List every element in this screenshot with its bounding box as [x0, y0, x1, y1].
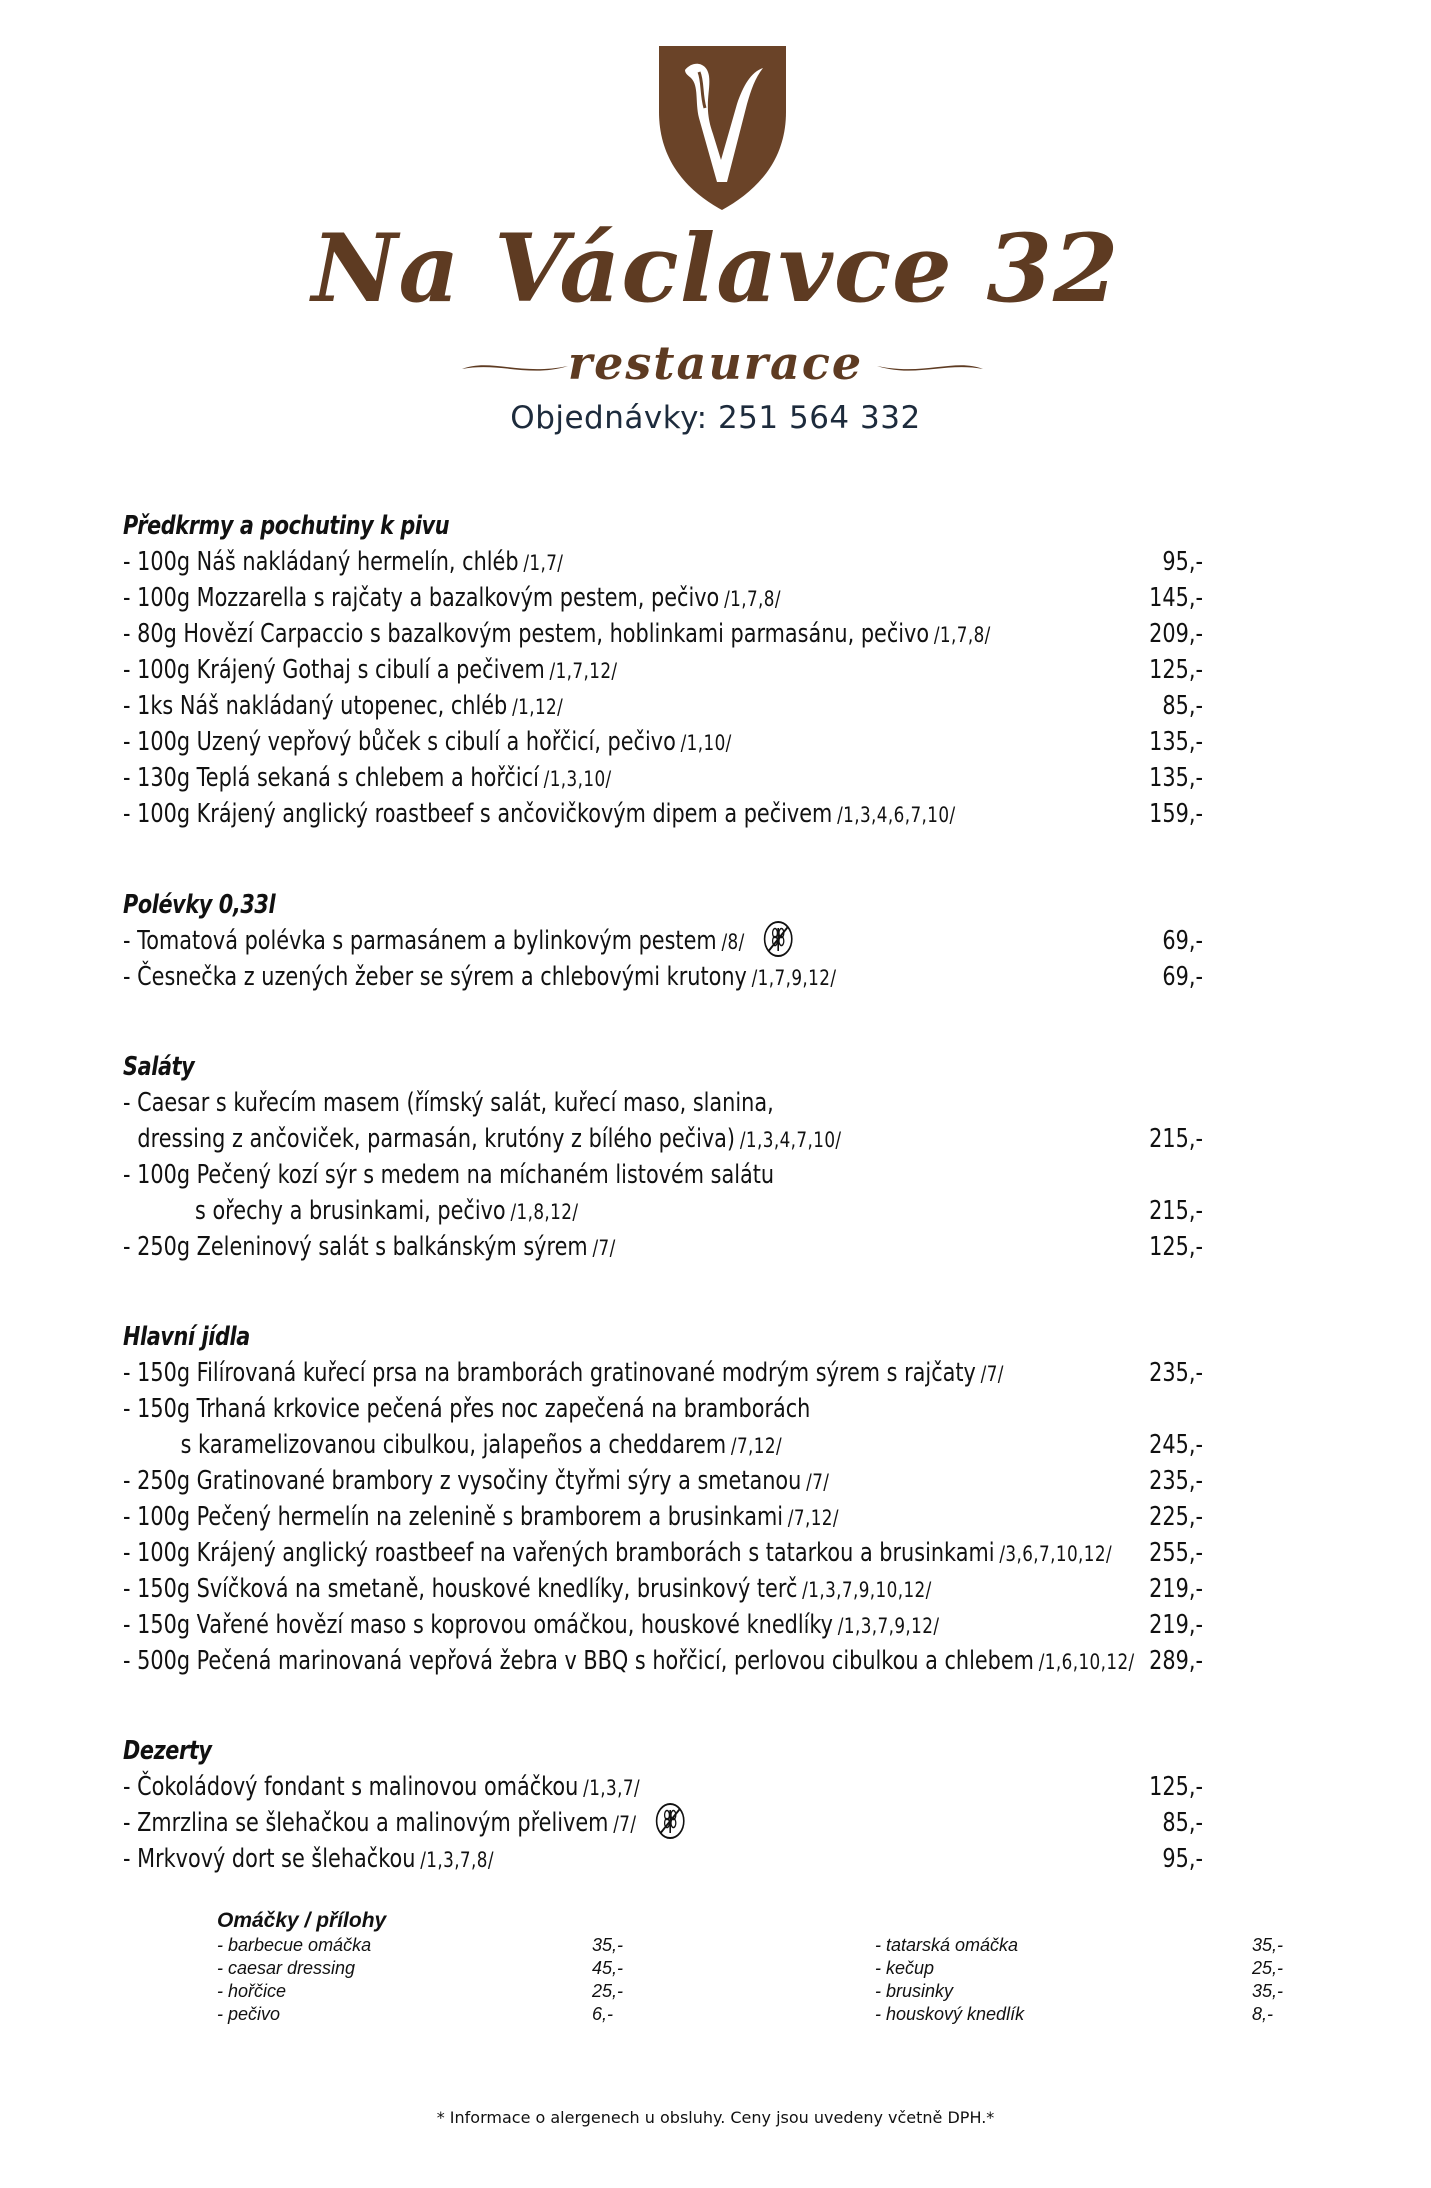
- menu-item: [123, 1085, 1203, 1121]
- menu-item: [123, 652, 1203, 688]
- item-name: - Tomatová polévka s parmasánem a bylinkovým pestem: [123, 926, 717, 956]
- item-price: 125,-: [1149, 1232, 1203, 1262]
- allergen-note: * Informace o alergenech u obsluhy. Ceny jsou uvedeny včetně DPH.*: [436, 2108, 995, 2127]
- item-name: - 100g Uzený vepřový bůček s cibulí a hořčicí, pečivo: [123, 727, 676, 757]
- item-price: 215,-: [1149, 1196, 1203, 1226]
- item-name: - Mrkvový dort se šlehačkou: [123, 1844, 416, 1874]
- item-price: 85,-: [1162, 691, 1203, 721]
- item-allergens: /7,12/: [787, 1506, 839, 1530]
- sauce-price: 35,-: [1252, 1935, 1284, 1955]
- item-name: - 130g Teplá sekaná s chlebem a hořčicí: [123, 763, 539, 793]
- item-allergens: /1,6,10,12/: [1038, 1650, 1135, 1674]
- item-name: - 100g Krájený anglický roastbeef na vařených bramborách s tatarkou a brusinkami: [123, 1538, 995, 1568]
- item-price: 95,-: [1162, 1844, 1203, 1874]
- item-price: 69,-: [1162, 926, 1203, 956]
- section-title: Saláty: [123, 1052, 195, 1082]
- item-allergens: /1,3,7,8/: [420, 1848, 494, 1872]
- gluten-free-icon: [654, 1801, 686, 1841]
- section-title: Hlavní jídla: [123, 1322, 250, 1352]
- item-price: 135,-: [1149, 727, 1203, 757]
- menu-item: [123, 1229, 1203, 1265]
- item-allergens: /1,7,8/: [724, 587, 781, 611]
- sauce-name: - barbecue omáčka: [217, 1935, 372, 1955]
- menu-item: [123, 1193, 1203, 1229]
- item-price: 245,-: [1149, 1430, 1203, 1460]
- menu-section: [123, 887, 1203, 995]
- sauces-sides: [217, 1908, 1317, 2026]
- item-name: - 80g Hovězí Carpaccio s bazalkovým pestem, hoblinkami parmasánu, pečivo: [123, 619, 930, 649]
- sauce-name: - brusinky: [875, 1981, 954, 2001]
- item-name: - 100g Náš nakládaný hermelín, chléb: [123, 547, 519, 577]
- menu-item: [123, 1157, 1203, 1193]
- item-price: 219,-: [1149, 1574, 1203, 1604]
- item-allergens: /1,3,7,9,10,12/: [802, 1578, 932, 1602]
- sauce-name: - hořčice: [217, 1981, 287, 2001]
- sauce-price: 8,-: [1252, 2004, 1274, 2024]
- menu-item: [123, 923, 1203, 959]
- orders-phone: Objednávky: 251 564 332: [510, 400, 921, 436]
- sauces-title: Omáčky / přílohy: [217, 1909, 387, 1932]
- sauce-name: - caesar dressing: [217, 1958, 356, 1978]
- item-price: 209,-: [1149, 619, 1203, 649]
- item-price: 255,-: [1149, 1538, 1203, 1568]
- sauce-row: [217, 1957, 1317, 1980]
- section-title: Polévky 0,33l: [123, 890, 276, 920]
- menu-item: [123, 1427, 1203, 1463]
- sauce-price: 25,-: [1252, 1958, 1284, 1978]
- item-allergens: /1,7,9,12/: [751, 966, 837, 990]
- item-allergens: /7/: [806, 1470, 830, 1494]
- item-allergens: /1,10/: [680, 731, 732, 755]
- item-allergens: /1,8,12/: [510, 1200, 579, 1224]
- item-name: - 150g Trhaná krkovice pečená přes noc zapečená na bramborách: [123, 1394, 811, 1424]
- sauce-price: 35,-: [1252, 1981, 1284, 2001]
- item-name: - 100g Pečený kozí sýr s medem na míchaném listovém salátu: [123, 1160, 775, 1190]
- menu-item: [123, 1391, 1203, 1427]
- item-allergens: /1,3,7,9,12/: [837, 1614, 940, 1638]
- item-name: - 100g Mozzarella s rajčaty a bazalkovým pestem, pečivo: [123, 583, 720, 613]
- menu-item: [123, 1805, 1203, 1841]
- item-allergens: /8/: [721, 930, 745, 954]
- sauce-row: [217, 1934, 1317, 1957]
- menu-item: [123, 688, 1203, 724]
- item-price: 69,-: [1162, 962, 1203, 992]
- logo-shield-icon: [655, 42, 790, 214]
- item-price: 159,-: [1149, 799, 1203, 829]
- item-name: - 500g Pečená marinovaná vepřová žebra v BBQ s hořčicí, perlovou cibulkou a chlebem: [123, 1646, 1034, 1676]
- item-allergens: /1,3,4,7,10/: [739, 1128, 842, 1152]
- item-price: 145,-: [1149, 583, 1203, 613]
- sauce-row: [217, 2003, 1317, 2026]
- menu-item: [123, 1355, 1203, 1391]
- sauce-name: - kečup: [875, 1958, 935, 1978]
- item-name: - 150g Svíčková na smetaně, houskové knedlíky, brusinkový terč: [123, 1574, 798, 1604]
- menu-section: [123, 1319, 1203, 1679]
- item-name: - 150g Vařené hovězí maso s koprovou omáčkou, houskové knedlíky: [123, 1610, 833, 1640]
- sauce-price: 6,-: [592, 2004, 614, 2024]
- item-name: s karamelizovanou cibulkou, jalapeños a cheddarem: [180, 1430, 727, 1460]
- item-name: - 250g Zeleninový salát s balkánským sýrem: [123, 1232, 588, 1262]
- item-price: 125,-: [1149, 655, 1203, 685]
- item-allergens: /1,7,8/: [933, 623, 991, 647]
- gluten-free-icon: [762, 919, 794, 959]
- menu-item: [123, 1535, 1203, 1571]
- item-price: 235,-: [1149, 1358, 1203, 1388]
- item-name: - Caesar s kuřecím masem (římský salát, kuřecí maso, slanina,: [123, 1088, 774, 1118]
- menu-item: [123, 959, 1203, 995]
- menu-item: [123, 796, 1203, 832]
- menu-item: [123, 1643, 1203, 1679]
- menu-item: [123, 724, 1203, 760]
- item-name: - 100g Krájený Gothaj s cibulí a pečivem: [123, 655, 545, 685]
- item-name: - 250g Gratinované brambory z vysočiny čtyřmi sýry a smetanou: [123, 1466, 802, 1496]
- item-price: 125,-: [1149, 1772, 1203, 1802]
- restaurant-subtitle: restaurace: [567, 336, 864, 390]
- menu-item: [123, 580, 1203, 616]
- item-name: - Česnečka z uzených žeber se sýrem a chlebovými krutony: [123, 962, 747, 992]
- item-price: 289,-: [1149, 1646, 1203, 1676]
- section-title: Předkrmy a pochutiny k pivu: [123, 511, 450, 541]
- menu-section: [123, 1733, 1203, 1877]
- item-name: - 1ks Náš nakládaný utopenec, chléb: [123, 691, 508, 721]
- item-price: 225,-: [1149, 1502, 1203, 1532]
- menu-item: [123, 1463, 1203, 1499]
- item-allergens: /7/: [613, 1812, 637, 1836]
- sauce-row: [217, 1980, 1317, 2003]
- item-price: 219,-: [1149, 1610, 1203, 1640]
- decorative-swash-right: [875, 354, 985, 380]
- menu-section: [123, 1049, 1203, 1265]
- menu-item: [123, 1121, 1203, 1157]
- item-name: - 100g Pečený hermelín na zelenině s bramborem a brusinkami: [123, 1502, 783, 1532]
- item-name: s ořechy a brusinkami, pečivo: [195, 1196, 506, 1226]
- menu-item: [123, 1571, 1203, 1607]
- item-allergens: /1,3,10/: [543, 767, 612, 791]
- menu-item: [123, 760, 1203, 796]
- sauce-price: 25,-: [592, 1981, 624, 2001]
- item-allergens: /1,3,7/: [583, 1776, 641, 1800]
- section-title: Dezerty: [123, 1736, 212, 1766]
- sauce-price: 45,-: [592, 1958, 624, 1978]
- item-price: 85,-: [1162, 1808, 1203, 1838]
- menu-item: [123, 1841, 1203, 1877]
- menu-section: [123, 508, 1203, 832]
- item-allergens: /7/: [980, 1362, 1004, 1386]
- item-allergens: /1,12/: [512, 695, 564, 719]
- item-price: 235,-: [1149, 1466, 1203, 1496]
- item-name: - Zmrzlina se šlehačkou a malinovým přelivem: [123, 1808, 609, 1838]
- menu-item: [123, 544, 1203, 580]
- item-name: - Čokoládový fondant s malinovou omáčkou: [123, 1772, 579, 1802]
- item-name: - 100g Krájený anglický roastbeef s ančovičkovým dipem a pečivem: [123, 799, 833, 829]
- item-price: 135,-: [1149, 763, 1203, 793]
- sauce-name: - pečivo: [217, 2004, 281, 2024]
- item-price: 215,-: [1149, 1124, 1203, 1154]
- item-allergens: /1,3,4,6,7,10/: [837, 803, 956, 827]
- menu-item: [123, 616, 1203, 652]
- item-allergens: /1,7,12/: [549, 659, 618, 683]
- item-allergens: /7/: [592, 1236, 616, 1260]
- item-allergens: /1,7/: [523, 551, 564, 575]
- menu-item: [123, 1499, 1203, 1535]
- sauce-name: - tatarská omáčka: [875, 1935, 1019, 1955]
- sauce-name: - houskový knedlík: [875, 2004, 1025, 2024]
- menu-item: [123, 1607, 1203, 1643]
- item-allergens: /3,6,7,10,12/: [999, 1542, 1113, 1566]
- item-price: 95,-: [1162, 547, 1203, 577]
- item-name: - 150g Filírovaná kuřecí prsa na bramborách gratinované modrým sýrem s rajčaty: [123, 1358, 976, 1388]
- restaurant-name: Na Václavce 32: [311, 214, 1120, 324]
- item-allergens: /7,12/: [730, 1434, 783, 1458]
- item-name: dressing z ančoviček, parmasán, krutóny z bílého pečiva): [137, 1124, 736, 1154]
- sauce-price: 35,-: [592, 1935, 624, 1955]
